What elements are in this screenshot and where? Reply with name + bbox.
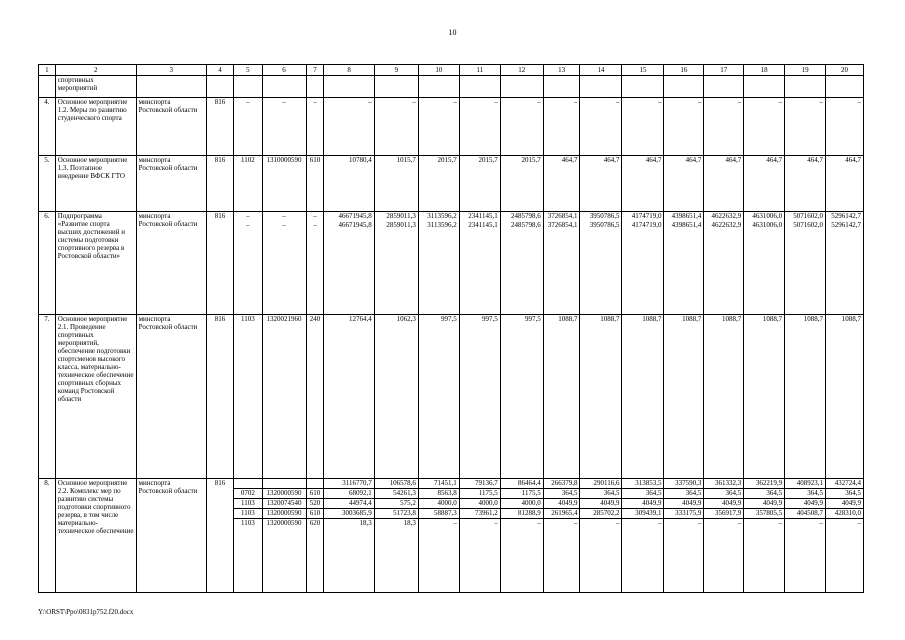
table-subcell: 4049,9 (744, 499, 784, 509)
table-subcell: 4631006,0 (752, 221, 783, 229)
table-cell (374, 479, 418, 593)
table-subcell: 428310,0 (826, 509, 863, 519)
table-subcell: 4000,0 (460, 499, 500, 509)
table-cell: 464,7 (826, 156, 864, 212)
table-cell: 240 (306, 315, 324, 479)
page-number: 10 (448, 28, 457, 37)
table-subcell: 337590,3 (664, 479, 703, 489)
table-subcell: – (246, 212, 250, 220)
table-cell (580, 479, 622, 593)
table-subcell: – (453, 519, 457, 527)
table-cell (500, 212, 543, 315)
table-subcell: – (573, 519, 578, 527)
table-subcell: 2859011,3 (386, 212, 416, 220)
table-cell (664, 479, 704, 593)
table-subcell: 8563,8 (419, 489, 459, 499)
table-subcell: 0702 (234, 489, 261, 499)
header-row (39, 65, 864, 76)
table-subcell: – (615, 519, 620, 527)
table-cell (374, 212, 418, 315)
table-cell: – (744, 98, 785, 156)
table-subcell: 4622632,9 (711, 212, 742, 220)
table-cell: – (306, 98, 324, 156)
table-cell: 1088,7 (543, 315, 580, 479)
table-subcell: 432724,4 (826, 479, 863, 489)
table-subcell: 309439,1 (622, 509, 663, 519)
table-subcell: 3950786,5 (589, 221, 620, 229)
header-cell: 10 (418, 65, 459, 76)
table-cell: 1062,3 (374, 315, 418, 479)
table-subcell: 4049,9 (622, 499, 663, 509)
table-cell (744, 212, 785, 315)
table-subcell: 4049,9 (785, 499, 825, 509)
table-subcell: – (313, 221, 317, 229)
row-executor: минспорта Ростовской области (136, 98, 206, 156)
table-subcell: 404508,7 (785, 509, 825, 519)
table-cell: 997,5 (459, 315, 500, 479)
row-number: 5. (39, 156, 56, 212)
table-cell: 464,7 (622, 156, 664, 212)
table-subcell: – (778, 519, 783, 527)
table-cell: 464,7 (744, 156, 785, 212)
table-subcell: 3116770,7 (324, 479, 373, 489)
table-subcell: 364,5 (704, 489, 743, 499)
header-cell: 16 (664, 65, 704, 76)
table-cell (622, 212, 664, 315)
table-subcell: 266379,8 (544, 479, 580, 489)
table-subcell: 610 (307, 489, 324, 499)
table-subcell: – (857, 519, 861, 527)
table-cell (324, 212, 374, 315)
header-cell: 8 (324, 65, 374, 76)
header-cell: 13 (543, 65, 580, 76)
header-cell: 7 (306, 65, 324, 76)
table-cell: 610 (306, 156, 324, 212)
table-cell: 1103 (234, 315, 262, 479)
table-subcell: 4174719,0 (631, 212, 662, 220)
row-grbs: 816 (206, 156, 233, 212)
table-cell (418, 212, 459, 315)
row-name: Подпрограмма «Развитие спорта высших достижений и системы подготовки спортивного резерва в Ростовской области» (55, 212, 136, 315)
row-number: 7. (39, 315, 56, 479)
table-subcell (307, 479, 324, 489)
table-cell: – (500, 98, 543, 156)
table-cell (704, 479, 744, 593)
table-subcell: 4174719,0 (631, 221, 662, 229)
table-cell: – (580, 98, 622, 156)
table-subcell: 2341145,1 (468, 221, 498, 229)
row-executor: минспорта Ростовской области (136, 479, 206, 593)
row-grbs: 816 (206, 98, 233, 156)
table-subcell: 1103 (234, 499, 261, 509)
table-subcell: – (697, 519, 702, 527)
table-subcell: 356917,9 (704, 509, 743, 519)
table-subcell: 408923,1 (785, 479, 825, 489)
table-cell (664, 212, 704, 315)
table-subcell: 3113596,2 (427, 212, 457, 220)
table-cell (704, 212, 744, 315)
header-cell: 2 (55, 65, 136, 76)
table-subcell: 1175,5 (501, 489, 543, 499)
table-cell (459, 212, 500, 315)
header-cell: 4 (206, 65, 233, 76)
table-subcell: 5296142,7 (831, 221, 861, 229)
header-cell: 5 (234, 65, 262, 76)
table-row (39, 98, 864, 156)
table-cell: – (374, 98, 418, 156)
table-subcell: 4049,9 (826, 499, 863, 509)
table-subcell: – (657, 519, 662, 527)
table-subcell: 1320074540 (263, 499, 306, 509)
table-subcell: 68092,1 (324, 489, 373, 499)
header-cell: 12 (500, 65, 543, 76)
table-subcell: 4049,9 (580, 499, 621, 509)
table-cell (785, 212, 826, 315)
table-cell: 1015,7 (374, 156, 418, 212)
table-row (39, 76, 864, 98)
table-subcell: 2485798,6 (511, 221, 541, 229)
row-executor: минспорта Ростовской области (136, 315, 206, 479)
table-cell: 1088,7 (622, 315, 664, 479)
table-subcell: 106578,6 (375, 479, 418, 489)
table-subcell: 333175,9 (664, 509, 703, 519)
table-cell: 464,7 (664, 156, 704, 212)
table-subcell: 46671945,8 (338, 212, 372, 220)
table-subcell: 4049,9 (664, 499, 703, 509)
row-number: 4. (39, 98, 56, 156)
table-cell (459, 479, 500, 593)
table-subcell: 4398651,4 (671, 212, 702, 220)
table-subcell: 1175,5 (460, 489, 500, 499)
row-name: Основное мероприятие 2.2. Комплекс мер по развитию системы подготовки спортивного резерва, в том числе материально-техническое обеспечение (55, 479, 136, 593)
table-subcell: 2859011,3 (386, 221, 416, 229)
table-subcell: 364,5 (744, 489, 784, 499)
row-name: Основное мероприятие 1.3. Поэтапное внедрение ВФСК ГТО (55, 156, 136, 212)
table-subcell: 364,5 (664, 489, 703, 499)
table-cell: – (459, 98, 500, 156)
table-cell: 2015,7 (500, 156, 543, 212)
table-subcell: 575,2 (375, 499, 418, 509)
table-subcell: 3726854,1 (547, 221, 578, 229)
table-subcell: 364,5 (622, 489, 663, 499)
table-cell: 10780,4 (324, 156, 374, 212)
table-cell: 2015,7 (459, 156, 500, 212)
table-cell: 464,7 (543, 156, 580, 212)
table-cell (262, 212, 306, 315)
table-cell: – (704, 98, 744, 156)
table-subcell: 4000,0 (501, 499, 543, 509)
table-subcell: 4622632,9 (711, 221, 742, 229)
table-subcell: 44974,4 (324, 499, 373, 509)
table-cell (262, 479, 306, 593)
table-subcell: 51723,8 (375, 509, 418, 519)
table-subcell: 18,3 (359, 519, 372, 527)
table-cell: 12764,4 (324, 315, 374, 479)
header-cell: 9 (374, 65, 418, 76)
table-subcell: 71451,1 (419, 479, 459, 489)
table-cell: – (543, 98, 580, 156)
table-row (39, 156, 864, 212)
table-subcell: 1103 (240, 519, 255, 527)
row-name: Основное мероприятие 1.2. Меры по развитию студенческого спорта (55, 98, 136, 156)
table-cell: – (826, 98, 864, 156)
table-cell (622, 479, 664, 593)
header-cell: 17 (704, 65, 744, 76)
table-cell (580, 212, 622, 315)
table-cell: – (418, 98, 459, 156)
table-subcell: 5071602,0 (793, 221, 824, 229)
table-subcell: – (282, 212, 286, 220)
table-cell: 1088,7 (744, 315, 785, 479)
table-cell (418, 479, 459, 593)
table-subcell (263, 479, 306, 489)
table-cell (500, 479, 543, 593)
table-subcell: 313853,5 (622, 479, 663, 489)
table-subcell: 610 (307, 509, 324, 519)
row-number: 8. (39, 479, 56, 593)
table-subcell: 357805,5 (744, 509, 784, 519)
table-cell: 464,7 (785, 156, 826, 212)
table-subcell: 3726854,1 (547, 212, 578, 220)
table-subcell: 4000,0 (419, 499, 459, 509)
table-cell: 1310000590 (262, 156, 306, 212)
table-subcell: 4631006,0 (752, 212, 783, 220)
table-subcell: – (819, 519, 824, 527)
table-cell (234, 212, 262, 315)
table-subcell: 520 (307, 499, 324, 509)
table-cell: – (622, 98, 664, 156)
table-cell (543, 479, 580, 593)
row-grbs: 816 (206, 212, 233, 315)
table-subcell: 58887,3 (419, 509, 459, 519)
table-subcell: – (313, 212, 317, 220)
table-cell: 464,7 (580, 156, 622, 212)
table-cell: 2015,7 (418, 156, 459, 212)
table-subcell: 54261,3 (375, 489, 418, 499)
table-subcell: 3003685,9 (324, 509, 373, 519)
table-subcell: 18,3 (403, 519, 416, 527)
table-cell: 1088,7 (580, 315, 622, 479)
row-executor: минспорта Ростовской области (136, 156, 206, 212)
row-grbs: 816 (206, 479, 233, 593)
table-cell (785, 479, 826, 593)
table-cell: – (262, 98, 306, 156)
table-row (39, 212, 864, 315)
table-cell: 1088,7 (826, 315, 864, 479)
table-cell (826, 212, 864, 315)
table-subcell: – (282, 221, 286, 229)
budget-table (38, 64, 864, 593)
header-cell: 19 (785, 65, 826, 76)
table-cell: 1320021960 (262, 315, 306, 479)
table-cell: – (785, 98, 826, 156)
table-cell (306, 212, 324, 315)
header-cell: 11 (459, 65, 500, 76)
table-cell (306, 479, 324, 593)
table-subcell: 285702,2 (580, 509, 621, 519)
table-subcell: 3113596,2 (427, 221, 457, 229)
header-cell: 20 (826, 65, 864, 76)
table-cell: – (324, 98, 374, 156)
header-cell: 18 (744, 65, 785, 76)
table-cell (543, 212, 580, 315)
table-row (39, 315, 864, 479)
table-subcell: 364,5 (580, 489, 621, 499)
table-cell: – (234, 98, 262, 156)
table-subcell: 362219,9 (744, 479, 784, 489)
table-cell: 1088,7 (785, 315, 826, 479)
table-subcell: 1320000590 (263, 509, 306, 519)
table-cell (324, 479, 374, 593)
table-subcell: 4049,9 (544, 499, 580, 509)
header-cell: 3 (136, 65, 206, 76)
table-subcell: 4049,9 (704, 499, 743, 509)
header-cell: 15 (622, 65, 664, 76)
table-subcell: 5071602,0 (793, 212, 824, 220)
table-subcell: 3950786,5 (589, 212, 620, 220)
table-cell: 1088,7 (704, 315, 744, 479)
table-subcell: 81288,9 (501, 509, 543, 519)
row-grbs: 816 (206, 315, 233, 479)
table-cell (826, 479, 864, 593)
table-cell (744, 479, 785, 593)
table-subcell: 46671945,8 (338, 221, 372, 229)
table-subcell: – (537, 519, 541, 527)
table-subcell: 73961,2 (460, 509, 500, 519)
table-subcell: 361332,3 (704, 479, 743, 489)
table-cell: 464,7 (704, 156, 744, 212)
table-subcell: – (246, 221, 250, 229)
row-name: Основное мероприятие 2.1. Проведение спортивных мероприятий, обеспечение подготовки спортсменов высокого класса, материально-техническое обеспечение спортивных сборных команд Ростовской области (55, 315, 136, 479)
table-subcell: 2341145,1 (468, 212, 498, 220)
table-cell: 1088,7 (664, 315, 704, 479)
table-subcell: 1320000590 (263, 489, 306, 499)
row-number: 6. (39, 212, 56, 315)
table-subcell: 86464,4 (501, 479, 543, 489)
table-subcell: 5296142,7 (831, 212, 861, 220)
table-cell: – (664, 98, 704, 156)
table-subcell (234, 479, 261, 489)
table-row (39, 479, 864, 593)
table-subcell: 1103 (234, 509, 261, 519)
table-subcell: 79136,7 (460, 479, 500, 489)
table-cell: 997,5 (500, 315, 543, 479)
table-cell: 1102 (234, 156, 262, 212)
footer-file-path: Y:\ORST\Ppo\0831p752.f20.docx (38, 608, 134, 616)
table-cell: 997,5 (418, 315, 459, 479)
header-cell: 6 (262, 65, 306, 76)
table-subcell: 290116,6 (580, 479, 621, 489)
table-subcell: 620 (309, 519, 321, 527)
table-subcell: 364,5 (785, 489, 825, 499)
table-subcell: 4398651,4 (671, 221, 702, 229)
table-subcell: 364,5 (544, 489, 580, 499)
row-executor: минспорта Ростовской области (136, 212, 206, 315)
table-subcell: 1320000590 (266, 519, 302, 527)
row-name: спортивных мероприятий (55, 76, 136, 98)
header-cell: 14 (580, 65, 622, 76)
table-subcell: 364,5 (826, 489, 863, 499)
table-subcell: 2485798,6 (511, 212, 541, 220)
table-subcell: 261965,4 (544, 509, 580, 519)
header-cell: 1 (39, 65, 56, 76)
table-cell (234, 479, 262, 593)
table-subcell: – (494, 519, 498, 527)
table-subcell: – (737, 519, 742, 527)
